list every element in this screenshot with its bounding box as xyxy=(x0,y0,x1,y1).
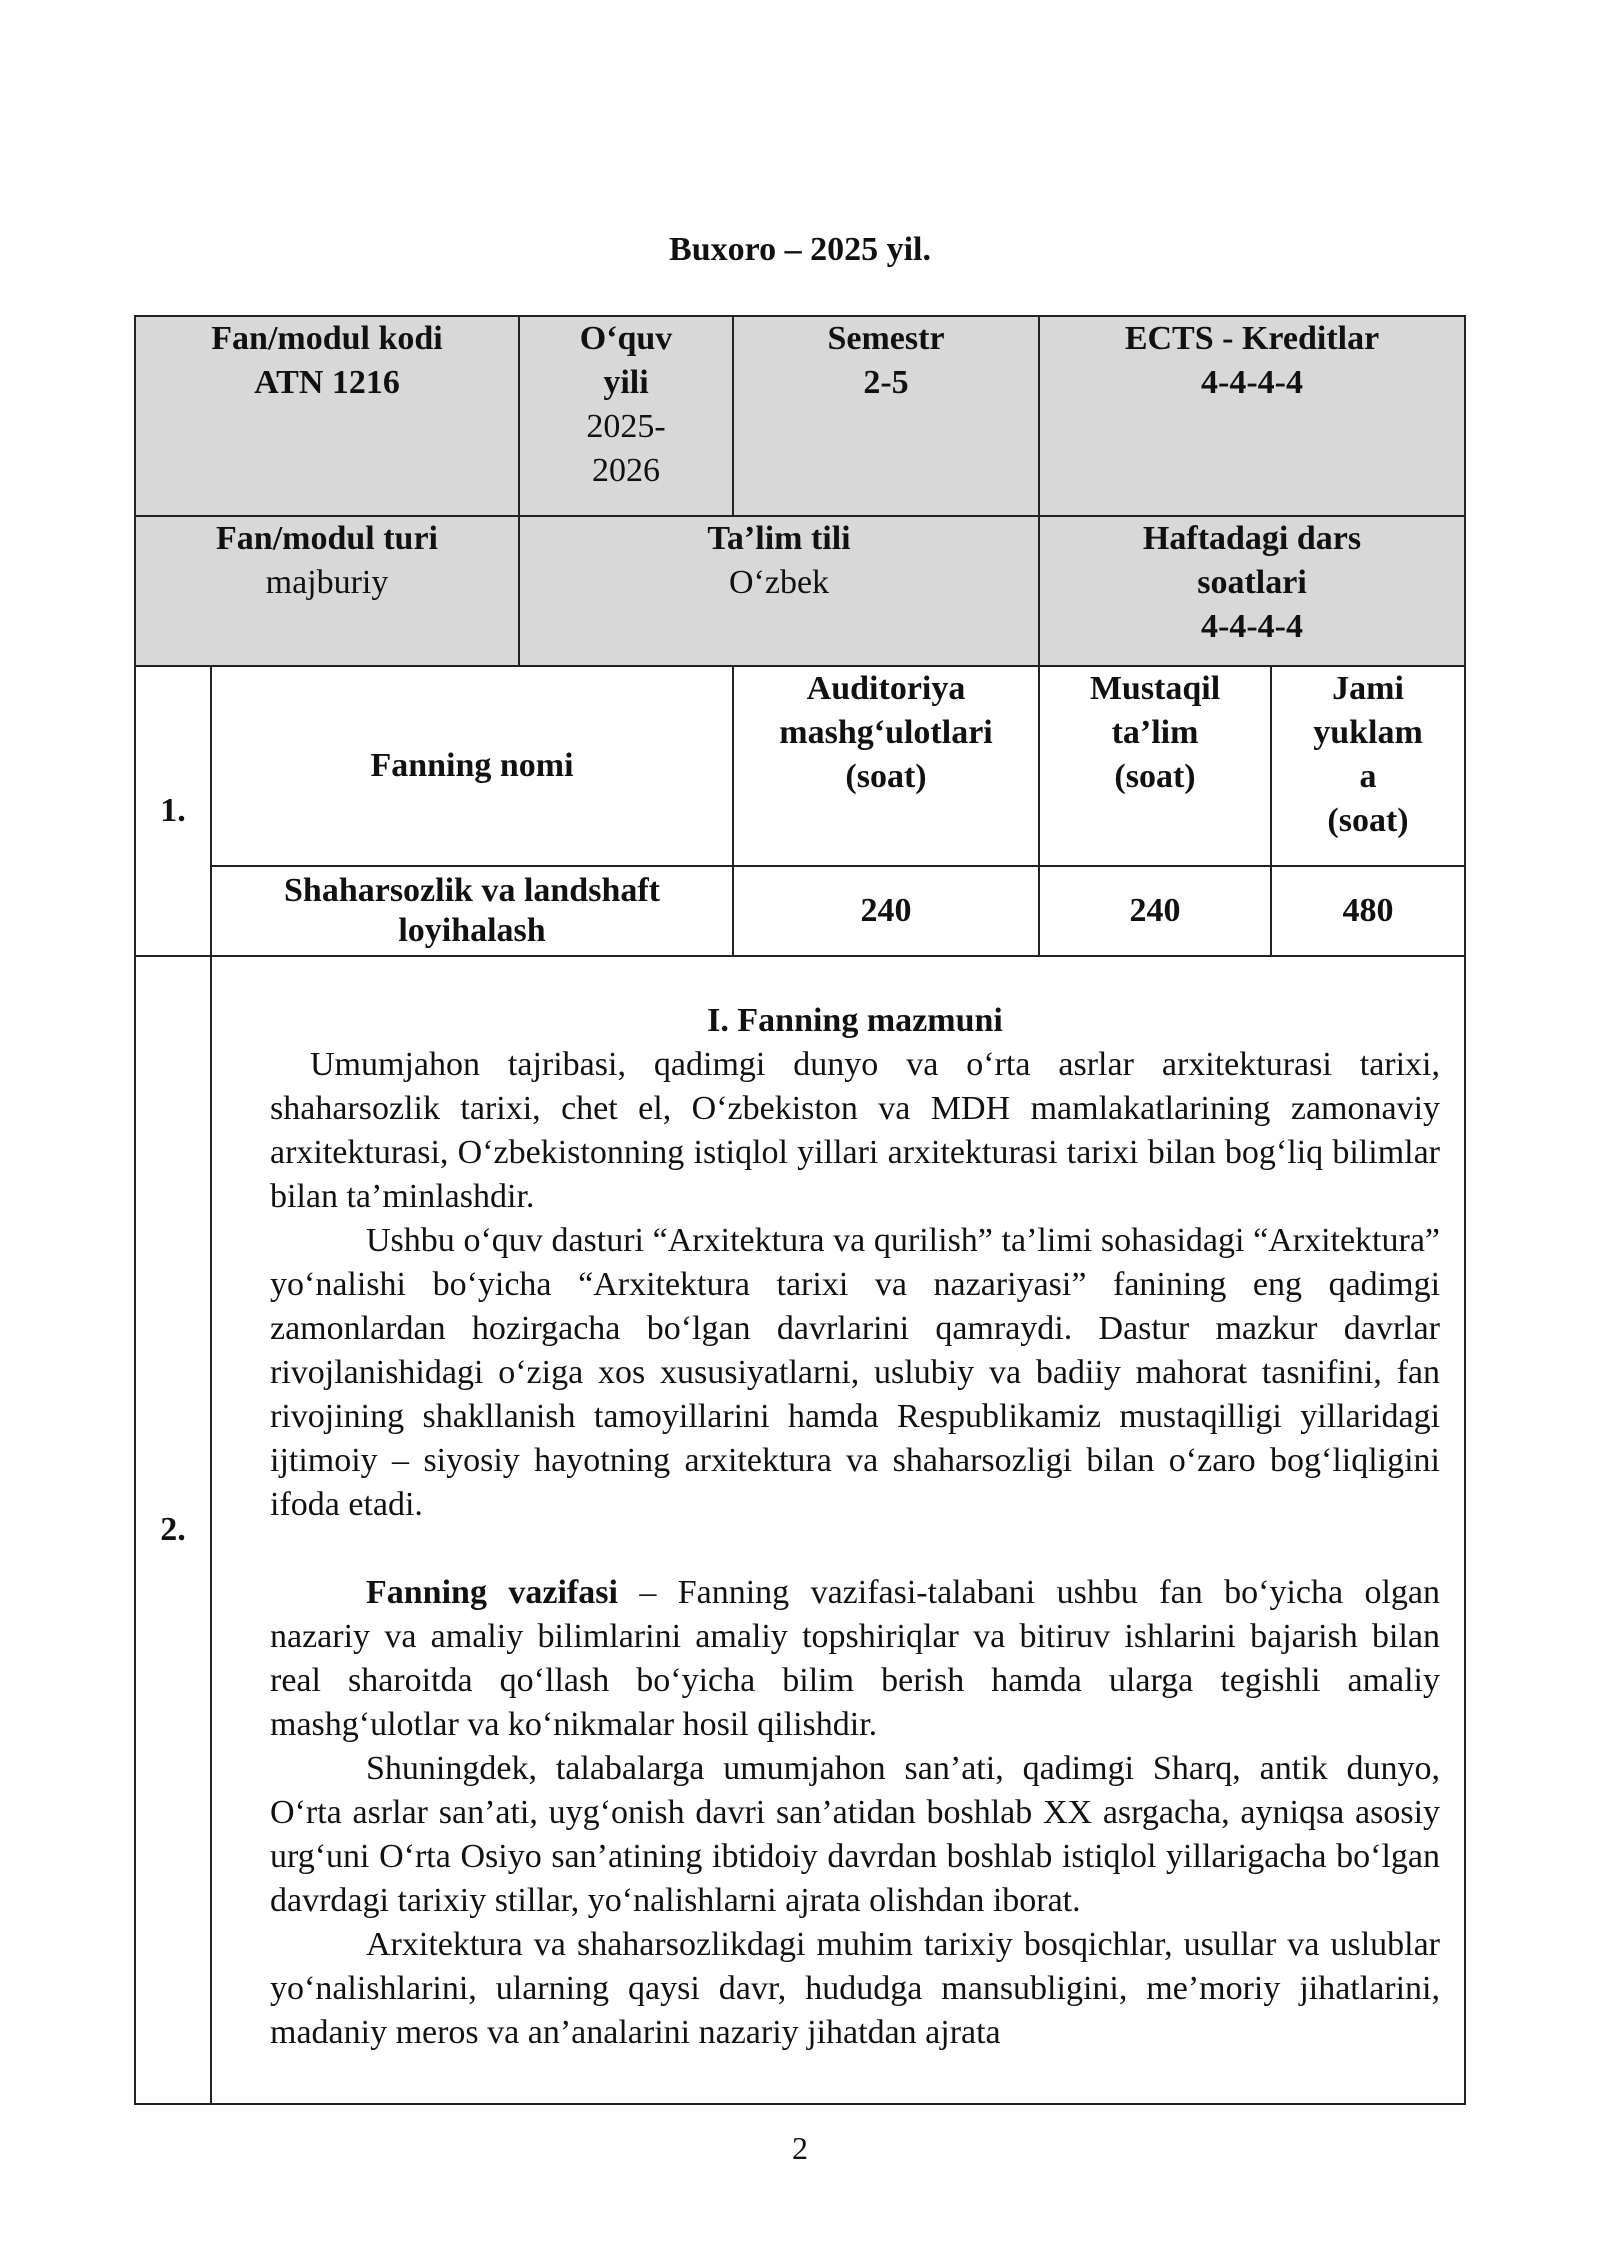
tasks-heading: Fanning vazifasi xyxy=(366,1574,618,1611)
section-1-number: 1. xyxy=(135,666,211,956)
subject-content-cell xyxy=(211,956,1465,2104)
module-code-cell xyxy=(135,316,519,516)
page-number: 2 xyxy=(792,2130,808,2166)
ects-label: ECTS - Kreditlar xyxy=(1124,320,1380,357)
section-2-row xyxy=(135,956,1465,2104)
semester-label: Semestr xyxy=(827,320,945,357)
section-1-values-row xyxy=(135,866,1465,956)
subject-name-line-1: Shaharsozlik va landshaft xyxy=(284,872,660,909)
semester-cell xyxy=(733,316,1039,516)
module-code-label: Fan/modul kodi xyxy=(211,320,443,357)
total-header-line-1: Jami xyxy=(1332,670,1404,707)
weekly-hours-value: 4-4-4-4 xyxy=(1201,608,1303,645)
weekly-hours-label-2: soatlari xyxy=(1197,564,1307,601)
total-load-header xyxy=(1271,666,1465,866)
module-type-cell xyxy=(135,516,519,666)
section-1-header-row xyxy=(135,666,1465,866)
academic-year-cell xyxy=(519,316,733,516)
academic-year-label-2: yili xyxy=(603,364,649,401)
auditory-hours-value: 240 xyxy=(733,866,1039,956)
total-header-line-2: yuklam xyxy=(1313,714,1423,751)
tasks-text: – Fanning vazifasi-talabani ushbu fan bo‘yicha olgan nazariy va amaliy bilimlarini amaliy topshiriqlar va bitiruv ishlarini bajarish bilan real sharoitda qo‘llash bo‘yicha bilim berish hamda ularga tegishli amaliy mashg‘ulotlar va ko‘nikmalar hosil qilishdir. xyxy=(270,1574,1441,1743)
total-header-line-3: a xyxy=(1359,758,1377,795)
curriculum-table xyxy=(134,315,1466,2105)
ects-value: 4-4-4-4 xyxy=(1201,364,1303,401)
language-label: Ta’lim tili xyxy=(707,520,851,557)
academic-year-label-1: O‘quv xyxy=(579,320,673,357)
module-type-label: Fan/modul turi xyxy=(216,520,438,557)
content-section-title: I. Fanning mazmuni xyxy=(707,1002,1003,1039)
content-paragraph-4: Shuningdek, talabalarga umumjahon san’ati, qadimgi Sharq, antik dunyo, O‘rta asrlar san’ati, uyg‘onish davri san’atidan boshlab XX asrgacha, ayniqsa asosiy urg‘uni O‘rta Osiyo san’atining ibtidoiy davrdan boshlab istiqlol yillarigacha bo‘lgan davrdagi tarixiy stillar, yo‘nalishlarni ajrata olishdan iborat. xyxy=(270,1750,1441,1919)
subject-name-line-2: loyihalash xyxy=(398,912,546,949)
independent-header-line-2: ta’lim xyxy=(1111,714,1199,751)
info-row-2 xyxy=(135,516,1465,666)
total-load-value: 480 xyxy=(1271,866,1465,956)
total-header-line-4: (soat) xyxy=(1327,802,1409,839)
auditory-header-line-1: Auditoriya xyxy=(806,670,966,707)
independent-study-header xyxy=(1039,666,1271,866)
auditory-header-line-2: mashg‘ulotlari xyxy=(779,714,993,751)
ects-cell xyxy=(1039,316,1465,516)
subject-name-header: Fanning nomi xyxy=(211,666,733,866)
content-paragraph-1: Umumjahon tajribasi, qadimgi dunyo va o‘rta asrlar arxitekturasi tarixi, shaharsozlik tarixi, chet el, O‘zbekiston va MDH mamlakatlarining zamonaviy arxitekturasi, O‘zbekistonning istiqlol yillari arxitekturasi tarixi bilan bog‘liq bilimlar bilan ta’minlashdir. xyxy=(270,1046,1441,1215)
auditory-hours-header xyxy=(733,666,1039,866)
content-paragraph-5: Arxitektura va shaharsozlikdagi muhim tarixiy bosqichlar, usullar va uslublar yo‘nalishlarini, ularning qaysi davr, hududga mansubligini, me’moriy jihatlarini, madaniy meros va an’analarini nazariy jihatdan ajrata xyxy=(270,1926,1441,2051)
language-cell xyxy=(519,516,1039,666)
independent-header-line-1: Mustaqil xyxy=(1089,670,1221,707)
academic-year-value-1: 2025- xyxy=(586,408,666,445)
content-paragraph-3 xyxy=(270,1571,1440,1747)
module-code-value: ATN 1216 xyxy=(254,364,400,401)
section-2-number: 2. xyxy=(135,956,211,2104)
subject-name-value xyxy=(211,866,733,956)
auditory-header-line-3: (soat) xyxy=(845,758,927,795)
semester-value: 2-5 xyxy=(863,364,909,401)
independent-study-value: 240 xyxy=(1039,866,1271,956)
weekly-hours-label-1: Haftadagi dars xyxy=(1142,520,1362,557)
independent-header-line-3: (soat) xyxy=(1114,758,1196,795)
content-paragraph-2: Ushbu o‘quv dasturi “Arxitektura va qurilish” ta’limi sohasidagi “Arxitektura” yo‘nalishi bo‘yicha “Arxitektura tarixi va nazariyasi” fanining eng qadimgi zamonlardan hozirgacha bo‘lgan davrlarini qamraydi. Dastur mazkur davrlar rivojlanishidagi o‘ziga xos xususiyatlarni, uslubiy va badiiy mahorat tasnifini, fan rivojining shakllanish tamoyillarini hamda Respublikamiz mustaqilligi yillaridagi ijtimoiy – siyosiy hayotning arxitektura va shaharsozligi bilan o‘zaro bog‘liqligini ifoda etadi. xyxy=(270,1222,1441,1523)
language-value: O‘zbek xyxy=(728,564,830,601)
info-row-1 xyxy=(135,316,1465,516)
weekly-hours-cell xyxy=(1039,516,1465,666)
academic-year-value-2: 2026 xyxy=(592,452,661,489)
module-type-value: majburiy xyxy=(265,564,389,601)
page-title: Buxoro – 2025 yil. xyxy=(669,231,931,268)
